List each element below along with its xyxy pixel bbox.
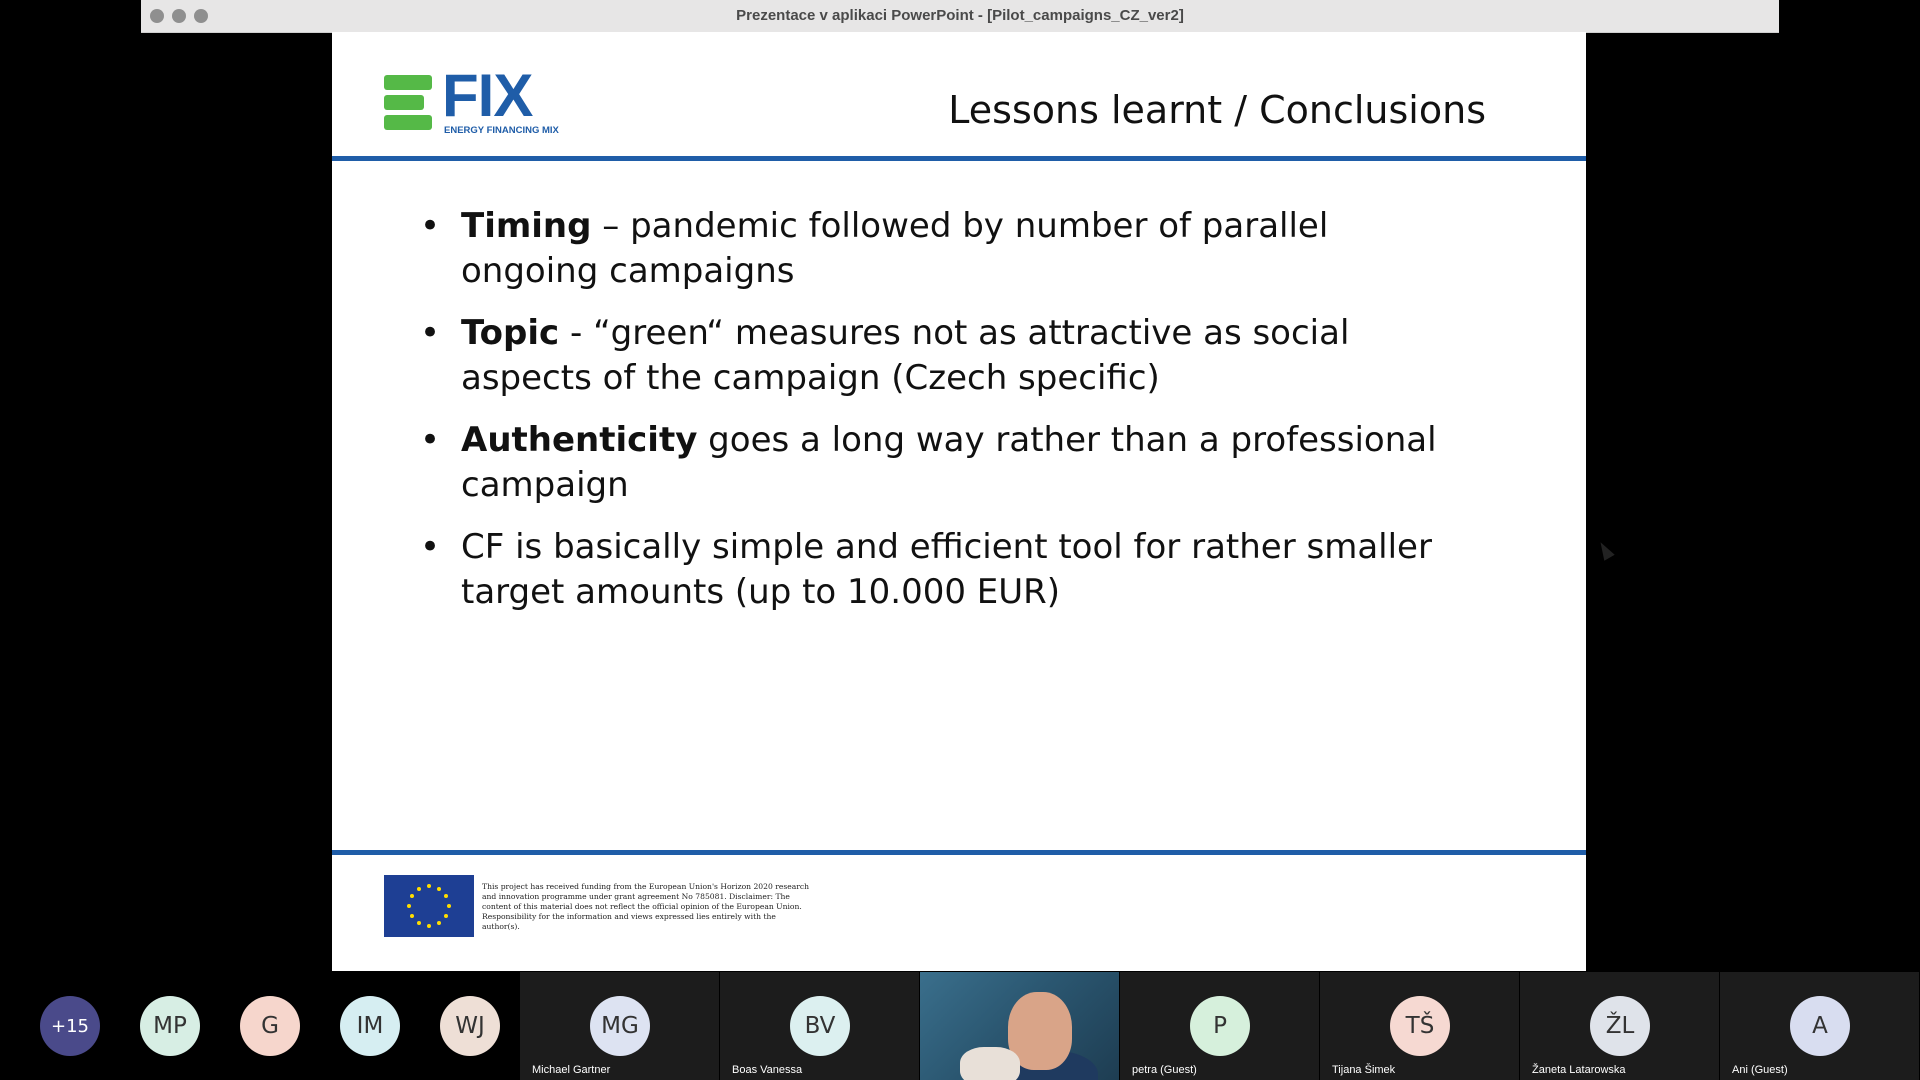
funding-disclaimer: This project has received funding from the European Union's Horizon 2020 research and innovation programme under grant agreement No 785081. Disclaimer: The content of this material does not reflect the official opinion of the European Union. Responsibility for the information and views expressed lies entirely with the author(s). bbox=[482, 882, 810, 931]
participant-tile[interactable] bbox=[1320, 972, 1519, 1080]
presentation-slide bbox=[332, 32, 1586, 971]
video-hand bbox=[960, 1047, 1020, 1080]
bullet-text: CF is basically simple and efficient tool for rather smaller target amounts (up to 10.000 EUR) bbox=[461, 527, 1432, 612]
participant-avatar: MG bbox=[590, 996, 650, 1056]
bullet-item bbox=[420, 525, 1470, 615]
participant-name: Ani (Guest) bbox=[1732, 1064, 1788, 1076]
participant-tile[interactable] bbox=[1520, 972, 1719, 1080]
footer-divider bbox=[332, 850, 1586, 855]
bullet-item bbox=[420, 418, 1470, 508]
participant-avatar: BV bbox=[790, 996, 850, 1056]
participant-strip bbox=[0, 972, 1920, 1080]
bullet-list bbox=[420, 204, 1470, 632]
bullet-item bbox=[420, 311, 1470, 401]
logo-word: FIX bbox=[442, 62, 533, 129]
bullet-keyword: Timing bbox=[461, 206, 592, 246]
participant-avatar: P bbox=[1190, 996, 1250, 1056]
eu-star-icon bbox=[447, 904, 451, 908]
shared-screen-window bbox=[141, 0, 1779, 971]
eu-star-icon bbox=[417, 921, 421, 925]
bullet-text: goes a long way rather than a professional campaign bbox=[461, 420, 1437, 505]
eu-star-icon bbox=[407, 904, 411, 908]
logo-subtitle: ENERGY FINANCING MIX bbox=[444, 125, 559, 136]
more-participants-button[interactable]: +15 bbox=[40, 996, 100, 1056]
eu-star-icon bbox=[410, 894, 414, 898]
logo-bar bbox=[384, 75, 432, 90]
participant-avatar: TŠ bbox=[1390, 996, 1450, 1056]
participant-name: petra (Guest) bbox=[1132, 1064, 1197, 1076]
participant-avatar[interactable]: IM bbox=[340, 996, 400, 1056]
eu-star-icon bbox=[410, 914, 414, 918]
participant-avatar[interactable]: MP bbox=[140, 996, 200, 1056]
eu-star-icon bbox=[437, 921, 441, 925]
header-divider bbox=[332, 156, 1586, 161]
eu-star-icon bbox=[417, 887, 421, 891]
bullet-text: – pandemic followed by number of parallel ongoing campaigns bbox=[461, 206, 1329, 291]
participant-avatar: A bbox=[1790, 996, 1850, 1056]
participant-name: Žaneta Latarowska bbox=[1532, 1064, 1626, 1076]
participant-video-tile[interactable] bbox=[920, 972, 1119, 1080]
window-title: Prezentace v aplikaci PowerPoint - [Pilot_campaigns_CZ_ver2] bbox=[736, 7, 1184, 24]
participant-name: Michael Gartner bbox=[532, 1064, 611, 1076]
eu-star-icon bbox=[444, 914, 448, 918]
participant-tile[interactable] bbox=[1720, 972, 1919, 1080]
participant-tile[interactable] bbox=[520, 972, 719, 1080]
participant-name: Boas Vanessa bbox=[732, 1064, 803, 1076]
slide-title: Lessons learnt / Conclusions bbox=[948, 88, 1486, 132]
bullet-text: - “green“ measures not as attractive as social aspects of the campaign (Czech specific) bbox=[461, 313, 1350, 398]
participant-name: Tijana Šimek bbox=[1332, 1064, 1396, 1076]
eu-flag-icon bbox=[384, 875, 474, 937]
eu-star-icon bbox=[427, 924, 431, 928]
bullet-keyword: Topic bbox=[461, 313, 560, 353]
participant-avatar: ŽL bbox=[1590, 996, 1650, 1056]
eu-star-icon bbox=[427, 884, 431, 888]
mouse-cursor-icon bbox=[1595, 539, 1614, 561]
bullet-keyword: Authenticity bbox=[461, 420, 698, 460]
eu-star-icon bbox=[437, 887, 441, 891]
eu-star-icon bbox=[444, 894, 448, 898]
logo-bar bbox=[384, 115, 432, 130]
fix-logo bbox=[384, 62, 574, 140]
participant-avatar[interactable]: G bbox=[240, 996, 300, 1056]
bullet-item bbox=[420, 204, 1470, 294]
window-titlebar bbox=[141, 0, 1779, 33]
participant-avatar[interactable]: WJ bbox=[440, 996, 500, 1056]
participant-tile[interactable] bbox=[1120, 972, 1319, 1080]
logo-bar bbox=[384, 95, 424, 110]
participant-tile[interactable] bbox=[720, 972, 919, 1080]
